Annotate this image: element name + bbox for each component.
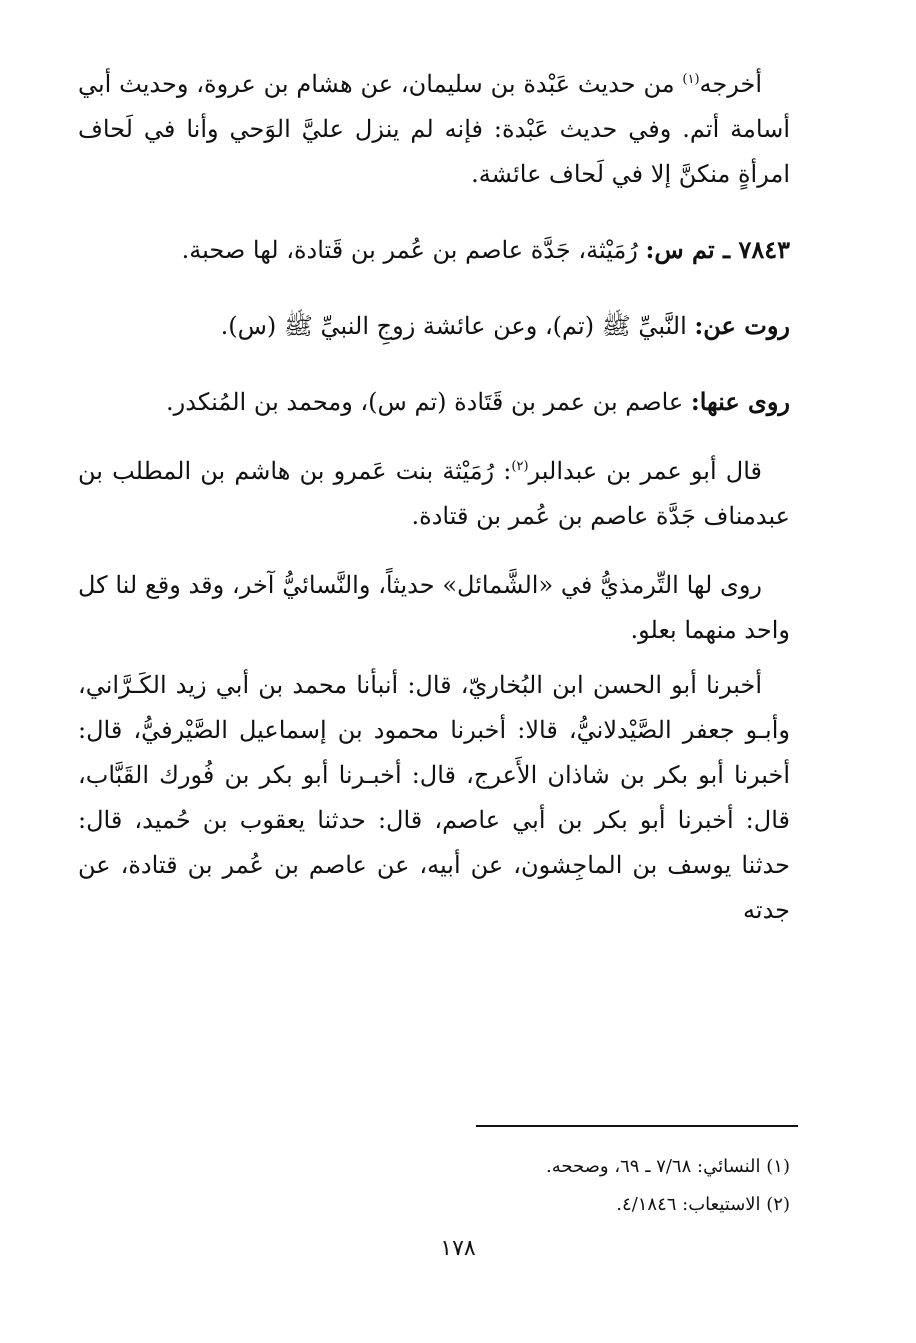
- footnote-ref-2: (٢): [511, 459, 529, 474]
- narrated-from-label: روت عن:: [694, 311, 790, 340]
- takhrij-lead: أخرجه: [699, 70, 762, 98]
- narrated-by-text: عاصم بن عمر بن قَتَادة (تم س)، ومحمد بن المُنكدر.: [166, 388, 691, 416]
- footnote-2: (٢) الاستيعاب: ٤/١٨٤٦.: [616, 1194, 790, 1215]
- entry-number: ٧٨٤٣ ـ تم س:: [645, 235, 790, 264]
- paragraph-narrated-by: [78, 379, 790, 425]
- page-body: [78, 62, 790, 933]
- footnotes: [300, 1148, 790, 1224]
- paragraph-entry-heading: [78, 227, 790, 273]
- paragraph-riwaya: روى لها التِّرمذيُّ في «الشَّمائل» حديثاً، والنَّسائيُّ آخر، وقد وقع لنا كل واحد منهما بعلو.: [78, 571, 790, 644]
- page-number: ١٧٨: [440, 1236, 476, 1261]
- narrated-by-label: روى عنها:: [690, 387, 790, 416]
- ibn-abdilbarr-lead: قال أبو عمر بن عبدالبر: [528, 457, 763, 485]
- ibn-abdilbarr-text: : رُمَيْثة بنت عَمرو بن هاشم بن المطلب بن عبدمناف جَدَّة عاصم بن عُمر بن قتادة.: [78, 457, 790, 530]
- footnote-ref-1: (١): [682, 72, 700, 87]
- narrated-from-text: النَّبيِّ ﷺ (تم)، وعن عائشة زوجِ النبيِّ ﷺ (س).: [220, 312, 695, 340]
- entry-text: رُمَيْثة، جَدَّة عاصم بن عُمر بن قَتادة، لها صحبة.: [181, 236, 646, 264]
- paragraph-takhrij: [78, 62, 790, 197]
- paragraph-isnad: أخبرنا أبو الحسن ابن البُخاريّ، قال: أنبأنا محمد بن أبي زيد الكَـرَّاني، وأبـو جعفر الصَّيْدلانيُّ، قالا: أخبرنا محمود بن إسماعيل الصَّيْرفيُّ، قال: أخبرنا أبو بكر بن شاذان الأَعرج، قال: أخبـرنا أبو بكر بن فُورك القَبَّاب، قال: أخبرنا أبو بكر بن أبي عاصم، قال: حدثنا يعقوب بن حُميد، قال: حدثنا يوسف بن الماجِشون، عن أبيه، عن عاصم بن عُمر بن قتادة، عن جدته: [78, 671, 790, 924]
- takhrij-text: من حديث عَبْدة بن سليمان، عن هشام بن عروة، وحديث أبي أسامة أتم. وفي حديث عَبْدة: فإنه لم ينزل عليَّ الوَحي وأنا في لَحاف امرأةٍ منكنَّ إلا في لَحاف عائشة.: [78, 70, 790, 188]
- footnote-divider: [476, 1125, 798, 1127]
- paragraph-narrated-from: [78, 303, 790, 349]
- footnote-1: (١) النسائي: ٧/٦٨ ـ ٦٩، وصححه.: [546, 1156, 790, 1177]
- paragraph-ibn-abdilbarr: [78, 449, 790, 539]
